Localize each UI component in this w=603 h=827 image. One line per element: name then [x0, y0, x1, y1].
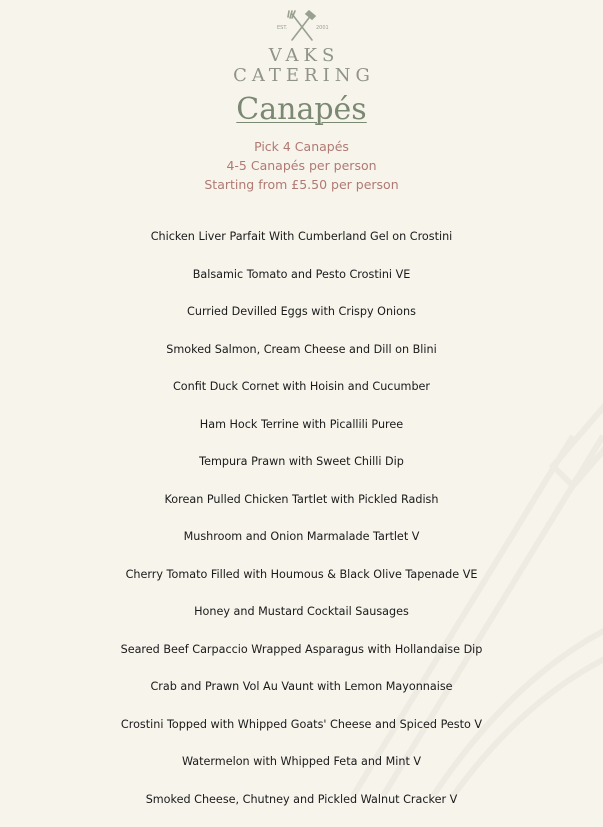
price-text: Starting from £5.50 per person	[0, 175, 603, 194]
canape-item: Confit Duck Cornet with Hoisin and Cucumber	[0, 377, 603, 415]
logo-est-right: 2001	[316, 25, 329, 31]
canape-item: Honey and Mustard Cocktail Sausages	[0, 602, 603, 640]
canape-item: Mushroom and Onion Marmalade Tartlet V	[0, 527, 603, 565]
canape-item: Curried Devilled Eggs with Crispy Onions	[0, 302, 603, 340]
logo-est-left: EST.	[277, 25, 288, 31]
logo-text-line1: VAKS	[0, 46, 603, 66]
canape-item: Korean Pulled Chicken Tartlet with Pickled Radish	[0, 490, 603, 528]
canape-item: Smoked Salmon, Cream Cheese and Dill on Blini	[0, 340, 603, 378]
page-title-wrap	[0, 92, 603, 127]
canape-item: Smoked Cheese, Chutney and Pickled Walnut Cracker V	[0, 790, 603, 827]
canape-item: Tempura Prawn with Sweet Chilli Dip	[0, 452, 603, 490]
canape-item: Cherry Tomato Filled with Houmous & Black Olive Tapenade VE	[0, 565, 603, 603]
canape-item: Crostini Topped with Whipped Goats' Cheese and Spiced Pesto V	[0, 715, 603, 753]
pick-count-text: Pick 4 Canapés	[0, 137, 603, 156]
canape-item: Chicken Liver Parfait With Cumberland Gel on Crostini	[0, 227, 603, 265]
logo	[0, 8, 603, 86]
canape-item: Crab and Prawn Vol Au Vaunt with Lemon Mayonnaise	[0, 677, 603, 715]
page-title: Canapés	[236, 92, 366, 127]
per-person-text: 4-5 Canapés per person	[0, 156, 603, 175]
canape-item: Watermelon with Whipped Feta and Mint V	[0, 752, 603, 790]
canape-item: Seared Beef Carpaccio Wrapped Asparagus with Hollandaise Dip	[0, 640, 603, 678]
canape-list	[0, 227, 603, 827]
canape-item: Balsamic Tomato and Pesto Crostini VE	[0, 265, 603, 303]
logo-crossed-utensils-icon	[274, 8, 330, 44]
pricing-info	[0, 137, 603, 194]
canape-item: Ham Hock Terrine with Picallili Puree	[0, 415, 603, 453]
logo-text-line2: CATERING	[0, 66, 603, 86]
